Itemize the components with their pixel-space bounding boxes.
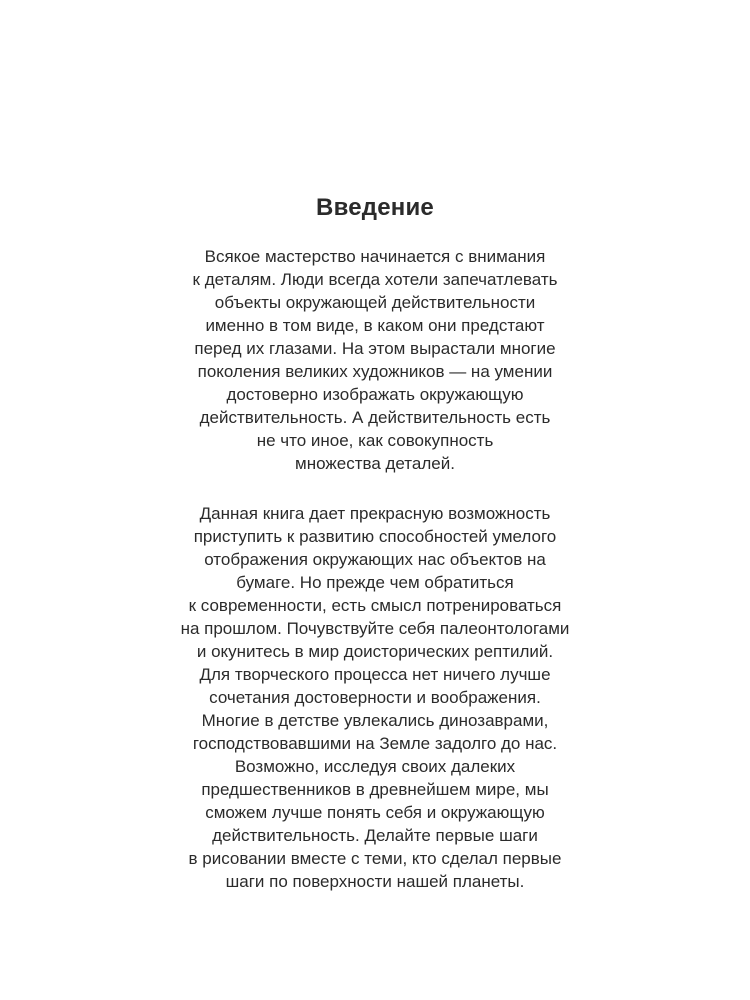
paragraph-line: перед их глазами. На этом вырастали многие [194,339,556,358]
paragraph-line: действительность. Делайте первые шаги [212,826,538,845]
paragraph-line: бумаге. Но прежде чем обратиться [236,573,514,592]
paragraph-1 [0,245,750,475]
paragraph-line: Для творческого процесса нет ничего лучше [199,665,551,684]
paragraph-line: объекты окружающей действительности [214,293,536,312]
page-title: Введение [316,194,434,221]
paragraph-line: множества деталей. [295,454,455,473]
paragraph-line: на прошлом. Почувствуйте себя палеонтологами [180,619,570,638]
paragraph-line: господствовавшими на Земле задолго до нас. [192,734,558,753]
paragraph-line: предшественников в древнейшем мире, мы [201,780,549,799]
paragraph-line: к современности, есть смысл потренироваться [188,596,562,615]
paragraph-line: Всякое мастерство начинается с внимания [204,247,546,266]
paragraph-line: шаги по поверхности нашей планеты. [225,872,525,891]
paragraph-line: сможем лучше понять себя и окружающую [205,803,545,822]
paragraph-line: достоверно изображать окружающую [226,385,524,404]
paragraph-line: к деталям. Люди всегда хотели запечатлевать [192,270,558,289]
paragraph-line: отображения окружающих нас объектов на [204,550,546,569]
paragraph-line: действительность. А действительность есть [199,408,551,427]
paragraph-line: именно в том виде, в каком они предстают [205,316,545,335]
paragraph-line: приступить к развитию способностей умелого [193,527,557,546]
paragraph-line: Данная книга дает прекрасную возможность [199,504,551,523]
paragraph-line: и окунитесь в мир доисторических рептилий. [196,642,554,661]
paragraph-2 [0,502,750,893]
paragraph-line: Многие в детстве увлекались динозаврами, [201,711,549,730]
paragraph-line: сочетания достоверности и воображения. [209,688,541,707]
paragraph-line: не что иное, как совокупность [256,431,494,450]
paragraph-line: Возможно, исследуя своих далеких [234,757,516,776]
paragraph-line: поколения великих художников — на умении [197,362,553,381]
paragraph-line: в рисовании вместе с теми, кто сделал первые [188,849,562,868]
